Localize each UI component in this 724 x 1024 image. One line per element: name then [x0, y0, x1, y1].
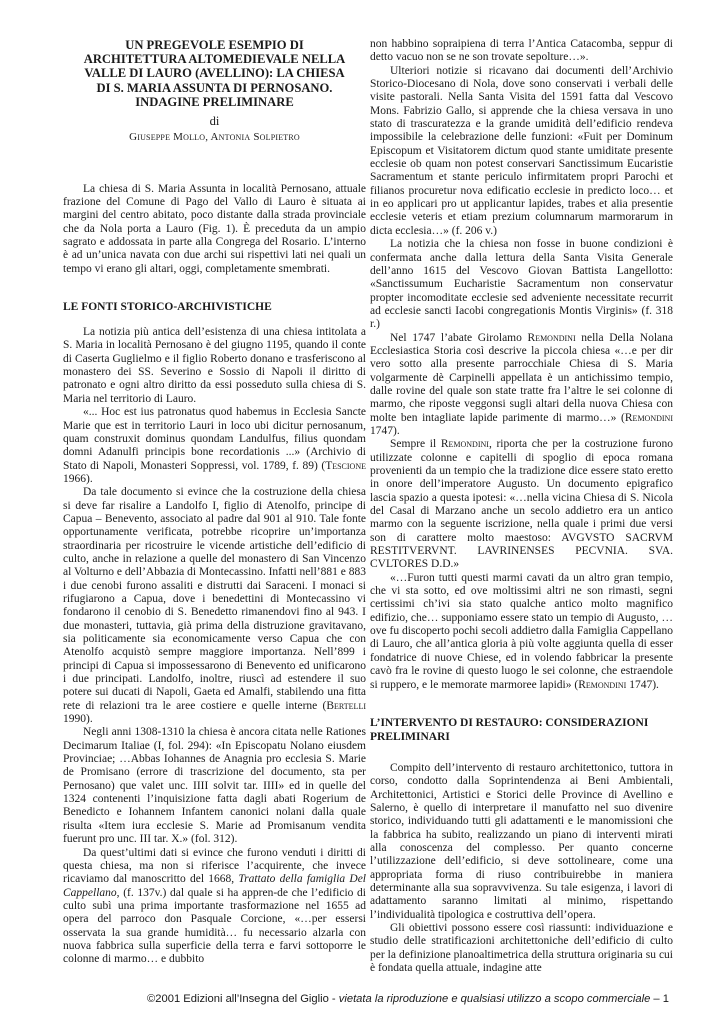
paragraph-text: Nel 1747 l’abate Girolamo	[390, 331, 528, 344]
paragraph	[63, 486, 366, 726]
paragraph: Gli obiettivi possono essere così riassunti: individuazione e studio delle stratificazioni architettoniche dell’edificio di culto per la definizione planoaltimetrica della struttura originaria su cui è fondata quella attuale, indagine atte	[370, 921, 673, 974]
paragraph-text: Da tale documento si evince che la costruzione della chiesa si deve far risalire a Landolfo I, figlio di Atenolfo, principe di Capua – Benevento, associato al padre dal 901 al 910. Tale fonte opportunamente verificata, potrebbe ricoprire un’importanza straordinaria per ricostruire le vicende artistiche dell’edificio di culto, anche in relazione a quelle del monastero di San Vincenzo al Volturno e dell’Abbazia di Montecassino. Infatti nell’881 e 883 i due cenobi furono assaliti e distrutti dai Saraceni. I monaci si rifugiarono a Capua, dove i benedettini di Montecassino vi fondarono il cenobio di S. Benedetto rimanendovi fino al 943. I due monasteri, tuttavia, già prima della distruzione gravitavano, sia politicamente sia economicamente verso Capua che con Atenolfo acquistò sempre maggiore importanza. Nell’899 i principi di Capua si impossessarono di Benevento ed unificarono i due principati. Landolfo, inoltre, riuscì ad estendere il suo potere sui ducati di Napoli, Gaeta ed Amalfi, stabilendo una fitta rete di relazioni tra le aree costiere e quelle interne (	[63, 486, 366, 712]
citation: Remondini	[578, 678, 627, 691]
paragraph-text: Da quest’ultimi dati si evince che furono venduti i diritti di questa chiesa, ma non si riferisce l’acquirente, che invece ricaviamo dal manoscritto del 1668,	[63, 846, 366, 886]
article-title	[63, 38, 366, 109]
right-column	[370, 38, 673, 975]
page-number: 1	[662, 993, 669, 1005]
paragraph-text: 1747).	[626, 678, 659, 691]
left-column	[63, 38, 366, 967]
citation: Remondini	[527, 331, 576, 344]
paragraph-text: 1966).	[63, 472, 93, 485]
title-line-4: DI S. MARIA ASSUNTA DI PERNOSANO.	[96, 80, 333, 95]
paragraph-text: , (f. 137v.) dal quale si ha appren-de che l’edificio di culto subì una prima importante trasformazione nel 1655 ad opera del parroco don Pasquale Corcione, «…per essersi osservata la sua grande humidità… fu necessario alzarla con nuova fabbrica sulla superficie della terra e farvi sottoporre le colonne di marmo… e dubbito	[63, 886, 366, 966]
title-line-2: ARCHITETTURA ALTOMEDIEVALE NELLA	[83, 52, 346, 67]
paragraph: Compito dell’intervento di restauro architettonico, tuttora in corso, condotto dalla Soprintendenza ai Beni Ambientali, Architettonici, Artistici e Storici delle Province di Avellino e Salerno, è quello di interpretare il manufatto nel suo divenire storico, individuando tutti gli adattamenti e le manomissioni che la fabbrica ha subito, realizzando un piano di interventi mirati alla conoscenza del complesso. Per quanto concerne l’utilizzazione dell’edificio, si deve sottolineare, come una appropriata forma di riuso contribuirebbe in maniera determinante alla sua sopravvivenza. Su tale esigenza, i lavori di adattamento saranno limitati al minimo, rispettando l’individualità tipologica e costruttiva dell’opera.	[370, 761, 673, 921]
paragraph: Negli anni 1308-1310 la chiesa è ancora citata nelle Rationes Decimarum Italiae (I, fol. 294): «In Episcopatu Nolano eiusdem Provinciae; …Abbas Iohannes de Anagnia pro ecclesia S. Marie de Promisano (errore di trascrizione del documento, sta per Pernosano) que valet unc. IIII solvit tar. IIII» ed in quelle del 1324 contenenti l’inquisizione fatta dagli abati Rogerium de Benedicto e Iohannem Infantem canonici nolani dalla quale risulta «Item iura ecclesie S. Marie ad Promisanum vendita fuerunt pro unc. III tar. X.» (fol. 312).	[63, 726, 366, 846]
footer-notice: vietata la riproduzione e qualsiasi utilizzo a scopo commerciale	[338, 993, 651, 1005]
footer-separator: -	[328, 993, 339, 1005]
paragraph	[63, 847, 366, 967]
paragraph	[370, 332, 673, 439]
title-line-3: VALLE DI LAURO (AVELLINO): LA CHIESA	[84, 66, 345, 81]
paragraph-text: Sempre il	[390, 438, 441, 451]
paragraph-text: «…Furon tutti questi marmi cavati da un altro gran tempio, che vi sta sotto, ed ove moltissimi altri ne son rimasti, segni certissimi ch’ivi sia stato qualche antico molto magnifico edifizio, che… supponiamo essere stato un tempio di Augusto, …ove fu discoperto pochi secoli addietro dalla Famiglia Cappellano di Lauro, che all’antica gloria à più volte aggiunta quella di esser fondatrice di nuove Chiese, ed in volendo fabbricar la presente cavò fra le rovine di questo luogo le sei colonne, che estraendole si ruppero, e le memorate marmoree lapidi» (	[370, 571, 673, 691]
italic-title: Trattato della famiglia Del Cappellano	[63, 873, 366, 899]
by-line: di	[209, 114, 220, 129]
citation: Tescione	[325, 459, 366, 472]
paragraph-text: 1747).	[370, 424, 400, 437]
paragraph-text: «... Hoc est ius patronatus quod habemus in Ecclesia Sancte Marie que est in territorio Lauri in loco ubi dicitur pernosanum, quam construxit dominus quondam Landulfus, filius quondam domni Adanulfi principis bone recordationis ...» (Archivio di Stato di Napoli, Monasteri Soppressi, vol. 1789, f. 89) (	[63, 406, 366, 472]
paragraph: La notizia che la chiesa non fosse in buone condizioni è confermata anche dalla lettura della Santa Visita Generale dell’anno 1615 del Vescovo Giovan Battista Langellotto: «Sanctissumum Eucharistie Sacramentum non conservatur propter incomoditate ecclesie sed adveniente necessitate recurrit ad ecclesie sancti Iacobi congregationis Montis Virginis» (f. 318 r.)	[370, 238, 673, 331]
paragraph: La notizia più antica dell’esistenza di una chiesa intitolata a S. Maria in località Pernosano è del giugno 1195, quando il conte di Caserta Guglielmo e il figlio Roberto donano e trasferiscono al monastero dei SS. Severino e Sossio di Napoli il diritto di patronato e ogni altro diritto da essi posseduto sulla chiesa di S. Maria nel territorio di Lauro.	[63, 326, 366, 405]
authors: Giuseppe Mollo, Antonia Solpietro	[129, 131, 300, 144]
paragraph: non habbino sopraipiena di terra l’Antica Catacomba, seppur di detto vacuo non se ne son trovate sepolture…».	[370, 38, 673, 64]
section-heading-restoration: L’INTERVENTO DI RESTAURO: CONSIDERAZIONI PRELIMINARI	[370, 716, 649, 743]
paragraph	[370, 438, 673, 571]
citation: Bertelli	[326, 699, 366, 712]
footer-copyright: ©2001 Edizioni all’Insegna del Giglio	[147, 993, 329, 1005]
section-heading-sources: LE FONTI STORICO-ARCHIVISTICHE	[63, 301, 272, 314]
paragraph-text: nella Della Nolana Ecclesiastica Storia così descrive la piccola chiesa «…e per dir vero sotto alla presente parrocchiale Chiesa di S. Maria volgarmente dè Carpinelli appellata è un antichissimo tempio, dalle rovine del quale son state tratte fra l’altre le sei colonne di marmo, che riposte veggonsi sugli altari della nuova Chiesa con molte ben intagliate lapide parimente di marmo…» (	[370, 331, 673, 424]
title-line-1: UN PREGEVOLE ESEMPIO DI	[125, 38, 304, 52]
paragraph: Ulteriori notizie si ricavano dai documenti dell’Archivio Storico-Diocesano di Nola, dove sono conservati i verbali delle visite pastorali. Nella Santa Visita del 1591 fatta dal Vescovo Mons. Fabrizio Gallo, si apprende che la chiesa versava in uno stato di trascuratezza e la grande umidità dell’edificio rendeva impossibile la celebrazione delle funzioni: «Fuit per Dominum Episcopum et Visitatorem dictum quod stante umiditate presente ecclesie ob quam non potest conservari Sanctissimum Eucaristie Sacramentum et stante periculo infirmitatem propri Parochi et filianos procuretur nova edificatio ecclesie in predicto loco… et in eo applicari pro ut applicantur lapides, trabes et alia presentie ecclesie veteris et etiam prezium columnarum marmorarum in dicta ecclesia…» (f. 206 v.)	[370, 64, 673, 237]
citation: Remondini	[440, 438, 489, 451]
paragraph-text: 1990).	[63, 713, 93, 726]
intro-paragraph: La chiesa di S. Maria Assunta in località Pernosano, attuale frazione del Comune di Pago del Vallo di Lauro è situata ai margini del centro abitato, poco distante dalla strada provinciale che da Nola porta a Lauro (Fig. 1). È preceduta da un ampio sagrato e addossata in parte alla Congrega del Rosario. L’interno è ad un’unica navata con due archi sui rispettivi lati nei quali un tempo vi erano gli altari, oggi, completamente smembrati.	[63, 182, 366, 275]
title-line-5: INDAGINE PRELIMINARE	[135, 94, 294, 109]
paragraph	[370, 572, 673, 692]
paragraph-text: , riporta che per la costruzione furono utilizzate colonne e capitelli di spoglio di epoca romana provenienti da un tempio che la tradizione dice essere stato eretto in onore dell’imperatore Augusto. Un documento epigrafico lascia spazio a questa ipotesi: «…nella vicina Chiesa di S. Nicola del Casal di Marzano anche un secolo addietro era un antico marmo con la seguente iscrizione, nella quale i primi due versi son di carattere molto maestoso: AVGVSTO SACRVM RESTITVERVNT. LAVRINENSES PECVNIA. SVA. CVLTORES D.D.»	[370, 438, 673, 571]
footer-dash: –	[650, 993, 663, 1005]
page-footer	[63, 993, 669, 1005]
paragraph	[63, 406, 366, 486]
citation: Remondini	[624, 411, 673, 424]
